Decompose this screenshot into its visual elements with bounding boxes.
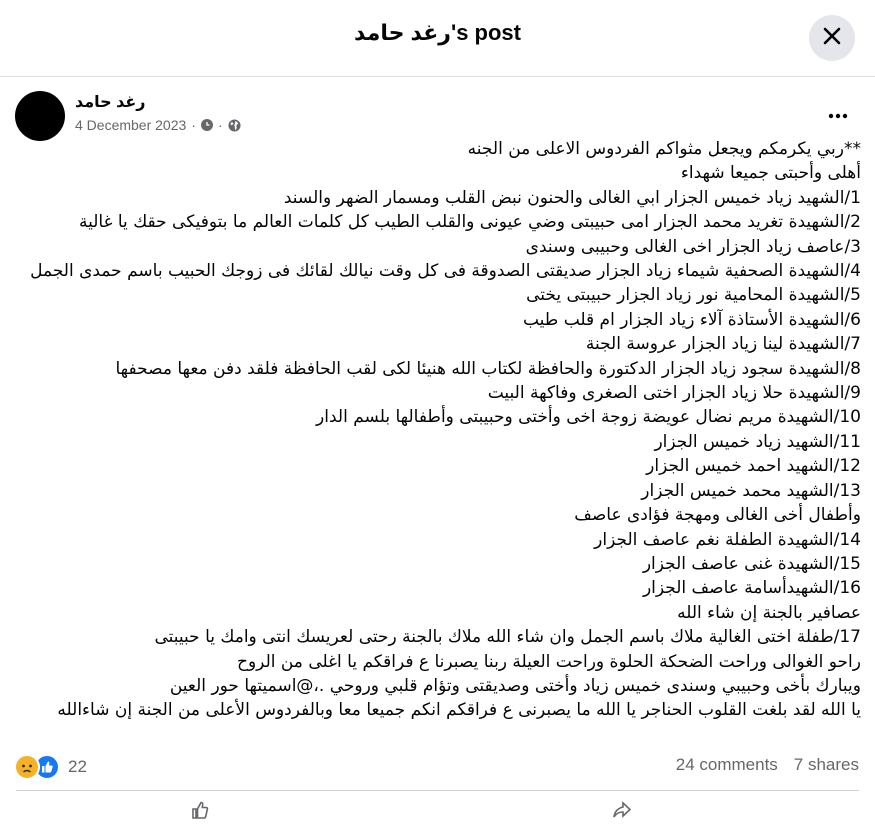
shares-count[interactable]: 7 shares	[793, 755, 859, 774]
share-icon	[612, 800, 632, 824]
dialog-title: رغد حامد's post	[354, 20, 521, 45]
reaction-count[interactable]: 22	[68, 757, 87, 776]
like-button[interactable]	[190, 800, 210, 824]
post-line: 4/الشهيدة الصحفية شيماء زياد الجزار صديقتى الصدوقة فى كل وقت نيالك لقائك فى زوجك الحبيب باسم حمدى الجمل	[30, 261, 861, 282]
comments-count[interactable]: 24 comments	[675, 755, 778, 774]
author-name[interactable]: رغد حامد	[75, 94, 146, 111]
more-dots-icon	[828, 106, 848, 124]
post-line: 14/الشهيدة الطفلة نغم عاصف الجزار	[594, 529, 861, 550]
post-line: ويبارك بأخى وحبيبي وسندى خميس زياد وأختى وصديقتى وتؤام قلبي وروحي .،@اسميتها حور العين	[169, 675, 861, 696]
actions-divider	[16, 790, 859, 791]
post-line: 9/الشهيدة حلا زياد الجزار اختى الصغرى وفاكهة البيت	[487, 383, 861, 404]
post-line: 6/الشهيدة الأستاذة آلاء زياد الجزار ام قلب طيب	[522, 309, 861, 330]
post-line: عصافير بالجنة إن شاء الله	[677, 602, 861, 623]
post-action-bar	[0, 792, 875, 832]
post-date[interactable]: 4 December 2023	[75, 117, 187, 133]
author-avatar[interactable]	[15, 91, 65, 141]
more-options-button[interactable]	[820, 100, 856, 130]
close-button[interactable]	[809, 15, 855, 61]
post-line: 17/طفلة اختى الغالية ملاك باسم الجمل وان شاء الله ملاك بالجنة رحتى لعريسك انتى وامك يا حبيبتى	[154, 627, 861, 648]
post-line: 11/الشهيد زياد خميس الجزار	[654, 431, 861, 452]
post-line: 15/الشهيدة غنى عاصف الجزار	[642, 553, 861, 574]
post-line: 3/عاصف زياد الجزار اخى الغالى وحبيبى وسندى	[525, 236, 861, 257]
post-line: راحو الغوالى وراحت الضحكة الحلوة وراحت العيلة ربنا يصبرنا ع فراقكم يا اغلى من الروح	[237, 651, 861, 672]
share-button[interactable]	[612, 800, 632, 824]
post-stats	[676, 755, 859, 775]
post-line: 7/الشهيدة لينا زياد الجزار عروسة الجنة	[585, 334, 861, 355]
globe-icon[interactable]	[228, 119, 241, 132]
post-line: 1/الشهيد زياد خميس الجزار ابي الغالى والحنون نبض القلب ومسمار الضهر والسند	[283, 187, 861, 208]
post-dialog-header	[0, 0, 875, 77]
sad-reaction-icon	[14, 754, 40, 780]
meta-separator-2: ·	[217, 117, 223, 133]
post-line: 16/الشهيدأسامة عاصف الجزار	[642, 578, 861, 599]
post-line: 5/الشهيدة المحامية نور زياد الجزار حبيبتى يختى	[526, 285, 861, 306]
post-line: يا الله لقد بلغت القلوب الحناجر يا الله ما يصبرنى ع فراقكم انكم جميعا معا وبالفردوس الأعلى من الجنة إن شاءالله	[57, 700, 861, 721]
meta-separator: ·	[191, 117, 196, 133]
post-line: 8/الشهيدة سجود زياد الجزار الدكتورة والحافظة لكتاب الله هنيئا لكى لقب الحافظة فلقد دفن معها مصحفها	[115, 358, 861, 379]
post-line: **ربي يكرمكم ويجعل مثواكم الفردوس الاعلى من الجنه	[467, 139, 861, 159]
post-line: أهلى وأحبتى جميعا شهداء	[680, 163, 861, 184]
post-text	[20, 137, 861, 723]
post-line: 13/الشهيد محمد خميس الجزار	[641, 480, 861, 501]
post-line: 2/الشهيدة تغريد محمد الجزار امى حبيبتى وضي عيونى والقلب الطيب كل كلمات العالم ما بتوفيكى حقك يا غالية	[78, 212, 861, 233]
post-line: 10/الشهيدة مريم نضال عويضة زوجة اخى وأختى وحبيبتى وأطفالها بلسم الدار	[316, 407, 861, 428]
close-icon	[821, 25, 843, 52]
clock-icon	[201, 119, 213, 131]
reactions-summary[interactable]	[14, 754, 87, 780]
post-line: وأطفال أخى الغالى ومهجة فؤادى عاصف	[574, 505, 861, 526]
post-line: 12/الشهيد احمد خميس الجزار	[646, 456, 861, 477]
like-icon	[190, 800, 210, 824]
post-meta	[75, 117, 241, 133]
